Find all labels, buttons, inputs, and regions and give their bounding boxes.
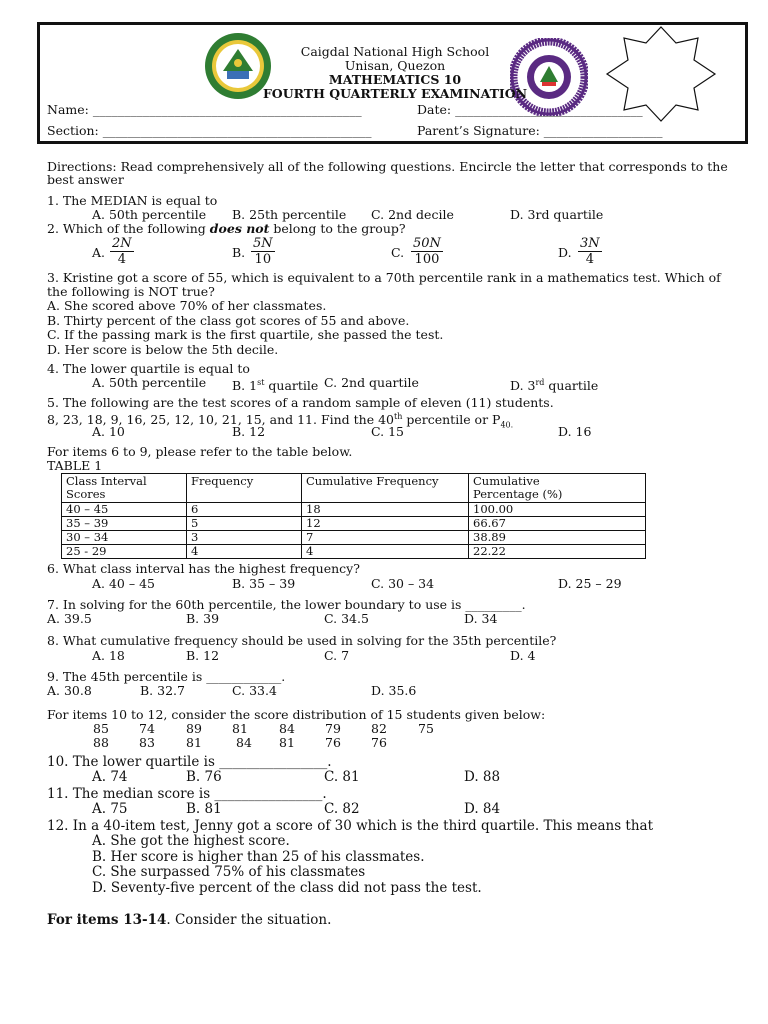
choice[interactable]: A. 50th percentile [92,375,207,390]
score-value: 81 [186,735,202,750]
directions-line: Directions: Read comprehensively all of the following questions. Encircle the letter that corresponds to the [47,159,728,174]
numerator: 2N [112,236,132,251]
section-field[interactable]: Section: ___________________________________________ [47,123,372,138]
score-value: 84 [236,735,252,750]
choice[interactable]: D. 34 [464,611,498,626]
data-text: 8, 23, 18, 9, 16, 25, 12, 10, 21, 15, and 11. Find the 40 [47,412,394,428]
subscript: 40. [500,420,514,430]
choice[interactable]: D. Seventy-five percent of the class did not pass the test. [92,880,482,896]
superscript: th [394,412,403,421]
exam-title: FOURTH QUARTERLY EXAMINATION [262,86,528,101]
table-cell: 5 [187,517,302,531]
header-line: Scores [66,487,106,501]
choice[interactable]: C. 82 [324,801,360,817]
table-cell: 6 [187,503,302,517]
choice[interactable]: C. 81 [324,769,360,785]
table-header-cell [469,474,646,503]
header-line: Frequency [191,474,254,488]
superscript: rd [535,378,545,387]
table-row [62,531,646,545]
choice[interactable]: D. 88 [464,769,501,785]
table-cell: 22.22 [469,545,646,559]
choice[interactable]: C. 15 [371,424,404,439]
table-cell: 18 [302,503,469,517]
instruction-bold: For items 13-14 [47,912,167,928]
question-stem: 12. In a 40-item test, Jenny got a score of 30 which is the third quartile. This means that [47,818,654,834]
score-value: 88 [93,735,109,750]
choice[interactable]: C. 7 [324,648,350,663]
table-intro: For items 6 to 9, please refer to the table below. [47,444,353,459]
choice[interactable]: B. 81 [186,801,222,817]
choice[interactable]: A. She scored above 70% of her classmates. [47,298,327,313]
table-header-cell [187,474,302,503]
choice[interactable]: A. 39.5 [47,611,92,626]
numerator: 50N [413,236,441,251]
choice[interactable]: B. Thirty percent of the class got scores of 55 and above. [47,313,410,328]
stem-emphasis: does not [209,221,270,236]
date-field[interactable]: Date: ______________________________ [417,102,643,117]
question-stem: 11. The median score is ________________. [47,786,327,802]
choice[interactable]: D. 4 [510,648,536,663]
school-location: Unisan, Quezon [344,58,446,73]
instruction-text: . Consider the situation. [166,912,332,928]
score-value: 81 [232,721,248,736]
choice[interactable]: D. 25 – 29 [558,576,622,591]
choice[interactable]: C. She surpassed 75% of his classmates [92,864,366,880]
choice[interactable]: A. 75 [92,801,128,817]
choice[interactable] [232,375,318,393]
table-cell: 35 – 39 [62,517,187,531]
choice[interactable]: B. Her score is higher than 25 of his classmates. [92,849,425,865]
parent-signature-field[interactable]: Parent’s Signature: ___________________ [417,123,663,138]
choice[interactable]: C. 30 – 34 [371,576,435,591]
choice[interactable]: A. She got the highest score. [92,833,290,849]
scores-intro: For items 10 to 12, consider the score distribution of 15 students given below: [47,707,546,722]
header-line: Cumulative [473,474,540,488]
choice[interactable]: B. 39 [186,611,220,626]
choice[interactable]: C. 2nd quartile [324,375,419,390]
denominator: 4 [117,252,126,267]
question-stem: 6. What class interval has the highest frequency? [47,561,360,576]
header-line: Class Interval [66,474,147,488]
superscript: st [257,378,265,387]
table-cell: 4 [187,545,302,559]
table-row [62,503,646,517]
question-stem: 3. Kristine got a score of 55, which is equivalent to a 70th percentile rank in a mathematics test. Which of [47,270,721,285]
question-stem: 8. What cumulative frequency should be used in solving for the 35th percentile? [47,633,557,648]
table-title: TABLE 1 [47,458,103,473]
choice[interactable] [510,375,598,393]
score-value: 76 [371,735,387,750]
question-stem: 5. The following are the test scores of a random sample of eleven (11) students. [47,395,554,410]
choice[interactable]: A. 30.8 [47,683,92,698]
fraction-choice-b [251,236,275,267]
score-value: 84 [279,721,295,736]
choice[interactable]: B. 12 [186,648,220,663]
section-instruction [47,913,331,928]
denominator: 4 [585,252,594,267]
table-cell: 25 - 29 [62,545,187,559]
choice[interactable]: C. If the passing mark is the first quartile, she passed the test. [47,327,444,342]
question-stem: 9. The 45th percentile is ____________. [47,669,286,684]
header-line: Cumulative Frequency [306,474,439,488]
fraction-choice-a [110,236,134,267]
choice[interactable]: D. 16 [558,424,592,439]
choice-label[interactable]: B. [232,245,246,260]
denominator: 100 [414,252,440,267]
table-header-cell [302,474,469,503]
table-row [62,545,646,559]
choice[interactable]: B. 76 [186,769,222,785]
table-cell: 4 [302,545,469,559]
data-text: percentile or P [402,412,501,428]
choice[interactable]: D. Her score is below the 5th decile. [47,342,279,357]
choice[interactable]: A. 74 [92,769,128,785]
numerator: 3N [580,236,600,251]
choice[interactable]: C. 34.5 [324,611,369,626]
choice[interactable]: A. 40 – 45 [92,576,155,591]
choice[interactable]: D. 3rd quartile [510,207,604,222]
choice[interactable]: B. 32.7 [140,683,185,698]
name-field[interactable]: Name: ___________________________________________ [47,102,362,117]
score-value: 83 [139,735,155,750]
denominator: 10 [254,252,272,267]
header-line: Percentage (%) [473,487,563,501]
question-stem: the following is NOT true? [47,284,215,299]
choice-text: B. 1 [232,378,258,394]
choice-label[interactable]: A. [92,245,106,260]
numerator: 5N [253,236,273,251]
table-header-row [62,474,646,503]
table-cell: 66.67 [469,517,646,531]
choice-text: quartile [264,378,319,394]
table-header-cell [62,474,187,503]
choice-text: D. 3 [510,378,536,394]
choice[interactable]: A. 50th percentile [92,207,207,222]
table-cell: 3 [187,531,302,545]
table-cell: 30 – 34 [62,531,187,545]
stem-text: belong to the group? [269,221,406,236]
stem-text: 2. Which of the following [47,221,210,236]
fraction-choice-d [578,236,602,267]
choice[interactable]: A. 18 [92,648,125,663]
score-value: 79 [325,721,341,736]
question-stem [47,221,406,236]
table-cell: 100.00 [469,503,646,517]
subject-title: MATHEMATICS 10 [328,72,462,87]
frequency-table [61,473,646,559]
question-stem: 10. The lower quartile is ________________. [47,754,332,770]
table-cell: 12 [302,517,469,531]
score-value: 76 [325,735,341,750]
score-value: 75 [418,721,434,736]
choice[interactable]: A. 10 [92,424,125,439]
choice-label[interactable]: C. [391,245,405,260]
choice-label[interactable]: D. [558,245,572,260]
choice[interactable]: B. 25th percentile [232,207,347,222]
choice[interactable]: D. 84 [464,801,501,817]
directions-line: best answer [47,172,124,187]
question-stem: 7. In solving for the 60th percentile, the lower boundary to use is _________. [47,597,526,612]
score-value: 74 [139,721,155,736]
score-value: 89 [186,721,202,736]
choice[interactable]: D. 35.6 [371,683,417,698]
score-value: 85 [93,721,109,736]
fraction-choice-c [411,236,443,267]
question-stem: 1. The MEDIAN is equal to [47,193,218,208]
score-value: 81 [279,735,295,750]
school-name: Caigdal National High School [300,44,490,59]
table-cell: 38.89 [469,531,646,545]
choice[interactable]: C. 2nd decile [371,207,454,222]
choice[interactable]: B. 35 – 39 [232,576,296,591]
table-row [62,517,646,531]
table-cell: 7 [302,531,469,545]
score-value: 82 [371,721,387,736]
choice[interactable]: C. 33.4 [232,683,277,698]
choice[interactable]: B. 12 [232,424,266,439]
choice-text: quartile [544,378,599,394]
question-stem: 4. The lower quartile is equal to [47,361,250,376]
table-cell: 40 – 45 [62,503,187,517]
